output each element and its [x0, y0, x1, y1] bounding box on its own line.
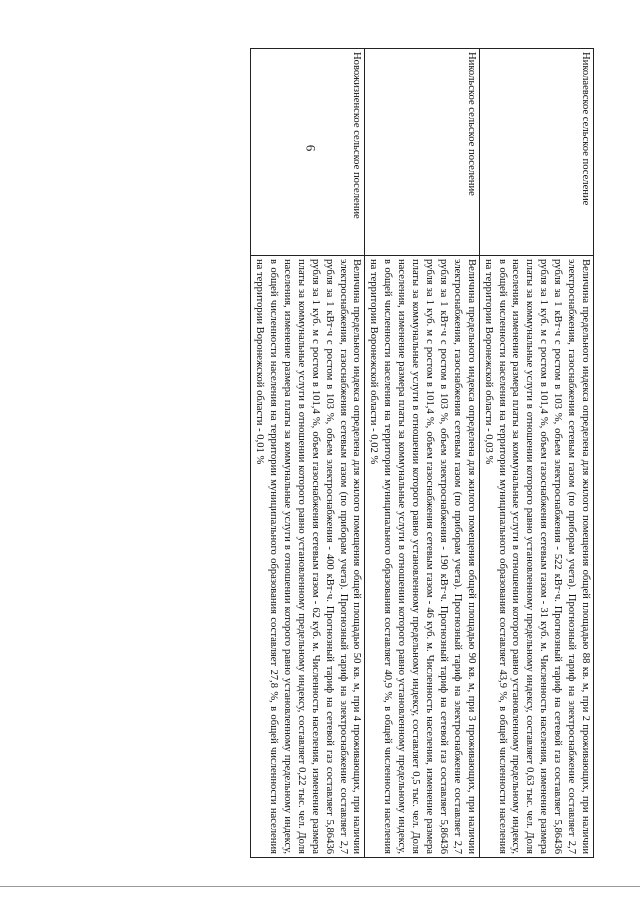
settlement-name-cell: Николаевское сельское поселение	[479, 49, 593, 256]
scan-edge-line	[0, 886, 640, 887]
table-row	[479, 49, 593, 858]
index-description-cell: Величина предельного индекса определена для жилого помещения общей площадью 88 кв. м, при 2 проживающих, при наличии электроснабжения, газоснабжения сетевым газом (по приборам учета). Прогнозный тариф на электроснабжение составляет 2,7 рубля за 1 кВт·ч с ростом в 103 %, объем электроснабжения - 522 кВт·ч. Прогнозный тариф на сетевой газ составляет 5,86436 рубля за 1 куб. м с ростом в 101,4 %, объем газоснабжения сетевым газом - 31 куб. м. Численность населения, изменение размера платы за коммунальные услуги в отношении которого равно установленному предельному индексу, составляет 0,63 тыс. чел. Доля населения, изменение размера платы за коммунальные услуги в отношении которого равно установленному предельному индексу, в общей численности населения на территории муниципального образования составляет 43,9 %, в общей численности населения на территории Воронежской области - 0,03 %	[479, 256, 593, 858]
table-row	[251, 49, 365, 858]
page-number: 6	[303, 144, 319, 152]
settlement-name-cell: Новожизненское сельское поселение	[251, 49, 365, 256]
table-row	[365, 49, 479, 858]
index-description-cell: Величина предельного индекса определена для жилого помещения общей площадью 50 кв. м, при 4 проживающих, при наличии электроснабжения, газоснабжения сетевым газом (по приборам учета). Прогнозный тариф на электроснабжение составляет 2,7 рубля за 1 кВт·ч с ростом в 103 %, объем электроснабжения - 400 кВт·ч. Прогнозный тариф на сетевой газ составляет 5,86436 рубля за 1 куб. м с ростом в 101,4 %, объем газоснабжения сетевым газом - 62 куб. м. Численность населения, изменение размера платы за коммунальные услуги в отношении которого равно установленному предельному индексу, составляет 0,22 тыс. чел. Доля населения, изменение размера платы за коммунальные услуги в отношении которого равно установленному предельному индексу, в общей численности населения на территории муниципального образования составляет 27,8 %, в общей численности населения на территории Воронежской области - 0,01 %	[251, 256, 365, 858]
index-description-cell: Величина предельного индекса определена для жилого помещения общей площадью 90 кв. м, при 3 проживающих, при наличии электроснабжения, газоснабжения сетевым газом (по приборам учета). Прогнозный тариф на электроснабжение составляет 2,7 рубля за 1 кВт·ч с ростом в 103 %, объем электроснабжения - 190 кВт·ч. Прогнозный тариф на сетевой газ составляет 5,86436 рубля за 1 куб. м с ростом в 101,4 %, объем газоснабжения сетевым газом - 46 куб. м. Численность населения, изменение размера платы за коммунальные услуги в отношении которого равно установленному предельному индексу, составляет 0,5 тыс. чел. Доля населения, изменение размера платы за коммунальные услуги в отношении которого равно установленному предельному индексу, в общей численности населения на территории муниципального образования составляет 40,9 %, в общей численности населения на территории Воронежской области - 0,02 %	[365, 256, 479, 858]
tariff-index-table	[250, 48, 594, 858]
settlement-name-cell: Никольское сельское поселение	[365, 49, 479, 256]
rotated-table-container	[54, 48, 594, 858]
